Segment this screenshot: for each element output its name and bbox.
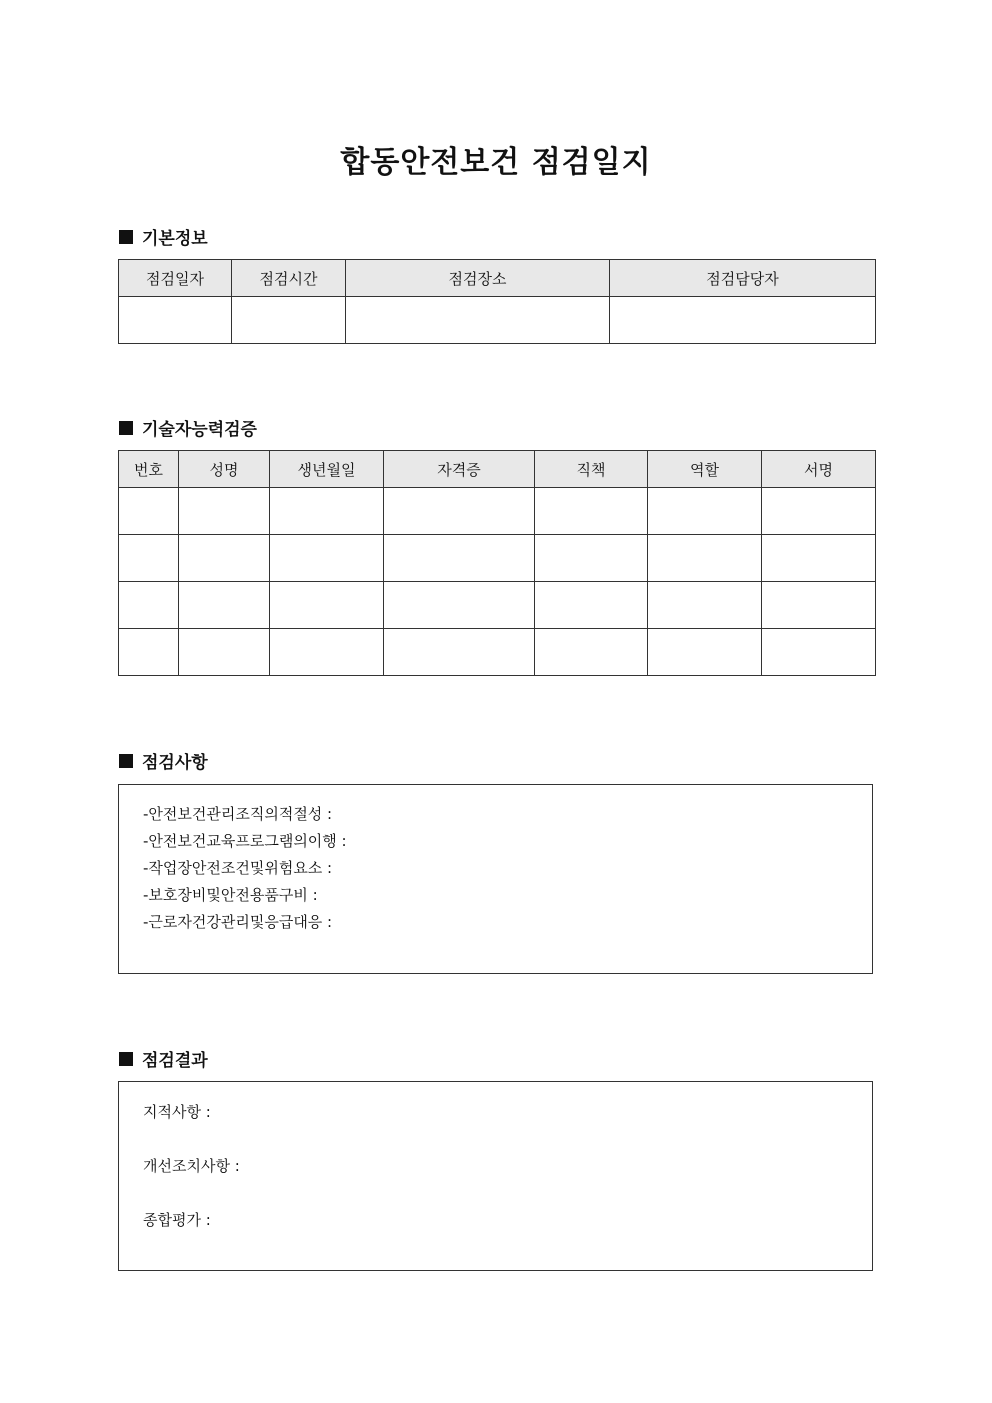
table-cell[interactable] [762,535,876,582]
table-header-row [119,451,876,488]
table-cell[interactable] [384,535,535,582]
technician-table [118,450,876,676]
square-bullet-icon [119,230,133,244]
table-row [119,582,876,629]
header-position: 직책 [535,451,648,488]
header-name: 성명 [179,451,270,488]
page-title: 합동안전보건 점검일지 [340,145,652,180]
table-cell[interactable] [648,582,762,629]
table-row [119,629,876,676]
cell-inspection-date[interactable] [119,297,232,344]
table-cell[interactable] [119,488,179,535]
cell-inspection-time[interactable] [232,297,346,344]
result-box[interactable] [118,1081,873,1271]
result-item-overall-evaluation: 종합평가 : [143,1211,211,1229]
header-birthdate: 생년월일 [270,451,384,488]
header-inspection-time: 점검시간 [232,260,346,297]
table-row [119,488,876,535]
cell-inspector[interactable] [610,297,876,344]
table-cell[interactable] [384,488,535,535]
table-cell[interactable] [762,629,876,676]
table-cell[interactable] [270,582,384,629]
section-heading-label: 기술자능력검증 [142,420,257,440]
header-certificate: 자격증 [384,451,535,488]
table-cell[interactable] [384,629,535,676]
basic-info-table [118,259,876,344]
square-bullet-icon [119,754,133,768]
square-bullet-icon [119,421,133,435]
checklist-item-protective-equipment: -보호장비및안전용품구비 : [143,886,318,904]
table-cell[interactable] [119,629,179,676]
header-inspection-date: 점검일자 [119,260,232,297]
table-row [119,297,876,344]
header-role: 역할 [648,451,762,488]
table-cell[interactable] [179,488,270,535]
result-item-corrective-actions: 개선조치사항 : [143,1157,240,1175]
table-cell[interactable] [535,582,648,629]
table-cell[interactable] [384,582,535,629]
table-cell[interactable] [270,629,384,676]
checklist-box[interactable] [118,784,873,974]
table-cell[interactable] [179,582,270,629]
section-heading-basic-info [119,224,208,249]
result-item-findings: 지적사항 : [143,1103,211,1121]
table-cell[interactable] [179,535,270,582]
table-cell[interactable] [535,629,648,676]
cell-inspection-place[interactable] [346,297,610,344]
table-cell[interactable] [648,488,762,535]
table-row [119,535,876,582]
section-heading-technician [119,415,257,440]
table-cell[interactable] [535,488,648,535]
section-heading-result [119,1046,208,1071]
table-cell[interactable] [535,535,648,582]
header-number: 번호 [119,451,179,488]
table-cell[interactable] [179,629,270,676]
table-cell[interactable] [762,488,876,535]
checklist-item-education-program: -안전보건교육프로그램의이행 : [143,832,347,850]
checklist-item-health-emergency: -근로자건강관리및응급대응 : [143,913,333,931]
section-heading-label: 기본정보 [142,229,208,249]
table-cell[interactable] [648,629,762,676]
square-bullet-icon [119,1052,133,1066]
table-cell[interactable] [119,535,179,582]
header-inspector: 점검담당자 [610,260,876,297]
table-cell[interactable] [270,535,384,582]
table-cell[interactable] [270,488,384,535]
table-cell[interactable] [648,535,762,582]
section-heading-label: 점검사항 [142,753,208,773]
header-signature: 서명 [762,451,876,488]
checklist-item-workplace-hazards: -작업장안전조건및위험요소 : [143,859,333,877]
header-inspection-place: 점검장소 [346,260,610,297]
section-heading-checklist [119,748,208,773]
table-cell[interactable] [762,582,876,629]
table-header-row [119,260,876,297]
table-cell[interactable] [119,582,179,629]
section-heading-label: 점검결과 [142,1051,208,1071]
checklist-item-safety-organization: -안전보건관리조직의적절성 : [143,805,333,823]
